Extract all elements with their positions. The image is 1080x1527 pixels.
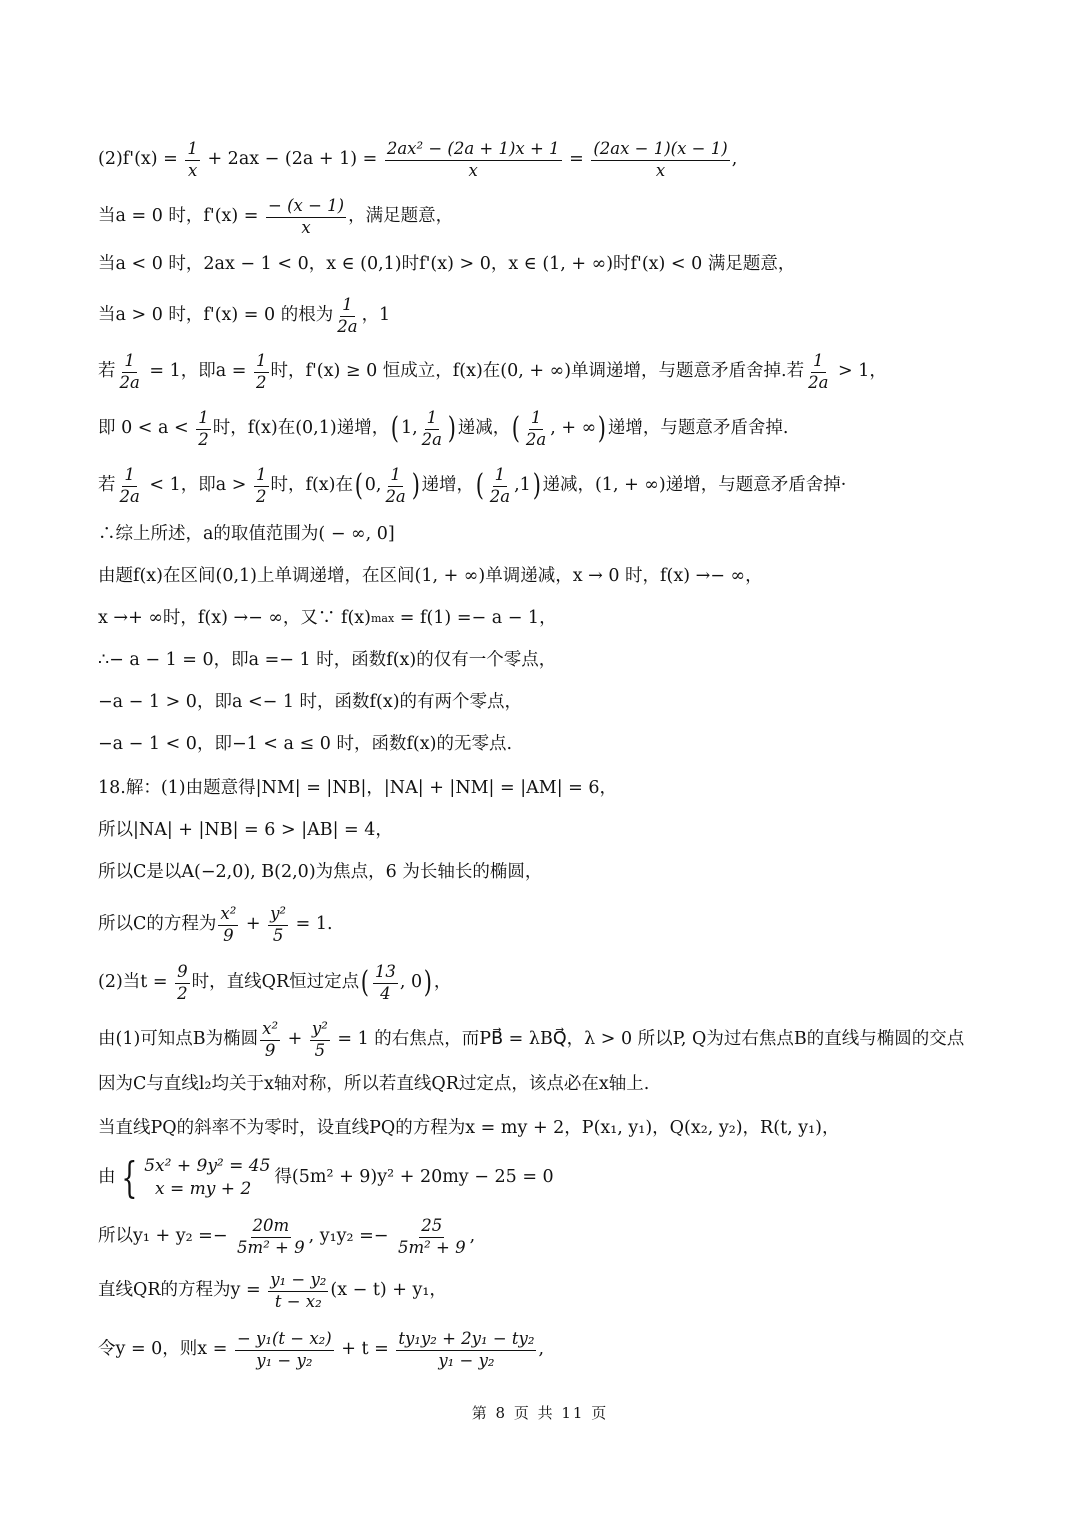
big-paren: ) (447, 411, 456, 446)
fraction (185, 139, 200, 182)
text-line (98, 647, 556, 675)
system-brace: { (120, 1153, 137, 1202)
numerator: 1 (185, 139, 200, 161)
numerator: x² (260, 1019, 280, 1041)
text-line (98, 350, 887, 392)
big-paren: ) (532, 468, 541, 503)
text-line (98, 1018, 965, 1060)
big-paren: ) (411, 468, 420, 503)
fraction (396, 1216, 468, 1259)
text-run: 1, (400, 418, 418, 439)
numerator: 1 (493, 465, 508, 487)
text-run: 所以y₁ + y₂ =− (98, 1226, 234, 1247)
denominator: 2a (119, 486, 140, 506)
numerator: ty₁y₂ + 2y₁ − ty₂ (396, 1329, 536, 1351)
numerator: 1 (340, 295, 355, 317)
fraction (383, 465, 407, 508)
text-run: 0, (364, 475, 382, 496)
text-run: 令y = 0，则x = (98, 1339, 233, 1360)
big-paren: ( (354, 468, 363, 503)
text-line (98, 817, 393, 845)
numerator: 1 (811, 351, 826, 373)
fraction (310, 1019, 330, 1062)
numerator: 2ax² − (2a + 1)x + 1 (385, 139, 562, 161)
text-line (98, 407, 789, 449)
denominator: 2 (256, 486, 267, 506)
denominator: t − x₂ (274, 1291, 322, 1311)
denominator: x (655, 160, 666, 180)
fraction (118, 465, 142, 508)
text-run: ， (433, 972, 452, 993)
fraction (260, 1019, 280, 1062)
denominator: 9 (223, 925, 234, 945)
text-run: = (563, 149, 590, 170)
numerator: 9 (175, 962, 190, 984)
text-run: = 1 的右焦点，而PB⃗ = λBQ⃗，λ > 0 所以P, Q为过右焦点B的直线与椭圆的交点 (331, 1029, 965, 1050)
fraction (235, 1216, 307, 1259)
denominator: x (187, 160, 198, 180)
fraction (254, 351, 269, 394)
text-run: , + ∞ (550, 418, 597, 439)
text-run: , (469, 1226, 476, 1247)
fraction (268, 1270, 328, 1313)
denominator: 2a (119, 372, 140, 392)
numerator: 20m (251, 1216, 292, 1238)
text-run: ，满足题意， (348, 206, 454, 227)
equation-system (144, 1155, 270, 1201)
text-run: 由题f(x)在区间(0,1)上单调递增，在区间(1, + ∞)单调递减，x → 0 时，f(x) →− ∞， (98, 566, 763, 587)
text-run: + (240, 914, 267, 935)
system-equation: x = my + 2 (144, 1179, 252, 1199)
text-run: = 1，即a = (143, 361, 252, 382)
numerator: y² (268, 904, 288, 926)
fraction (268, 904, 288, 947)
text-run: 所以C是以A(−2,0), B(2,0)为焦点，6 为长轴长的椭圆， (98, 862, 543, 883)
denominator: 2a (337, 316, 358, 336)
text-run: 所以C的方程为 (98, 914, 217, 935)
denominator: 5m² + 9 (237, 1237, 305, 1257)
text-line: x →+ ∞时，f(x) →− ∞，又∵ f(x) max = f(1) =− a − 1， (98, 608, 557, 629)
fraction (373, 962, 398, 1005)
text-run: ,1 (514, 475, 531, 496)
text-run: + 2ax − (2a + 1) = (201, 149, 383, 170)
text-line (98, 903, 333, 945)
denominator: 9 (264, 1040, 276, 1060)
text-run: −a − 1 > 0，即a <− 1 时，函数f(x)的有两个零点， (98, 692, 523, 713)
denominator: 2 (177, 983, 188, 1003)
text-line (98, 1153, 554, 1202)
text-line (98, 464, 847, 506)
text-run: 递增， (421, 475, 474, 496)
text-run: 递减， (457, 418, 511, 439)
text-run: > 1， (832, 361, 887, 382)
text-line (98, 1071, 649, 1099)
numerator: − (x − 1) (266, 196, 346, 218)
text-run: 当a > 0 时，f'(x) = 0 的根为 (98, 305, 334, 326)
numerator: − y₁(t − x₂) (235, 1329, 334, 1351)
fraction (524, 408, 548, 451)
fraction (118, 351, 142, 394)
text-line (98, 251, 795, 279)
text-run: ∴综上所述，a的取值范围为( − ∞, 0] (98, 524, 395, 545)
numerator: 13 (373, 962, 398, 984)
text-run: 18.解：(1)由题意得|NM| = |NB|，|NA| + |NM| = |AM| = 6， (98, 778, 618, 799)
denominator: 2a (421, 429, 442, 449)
fraction (806, 351, 830, 394)
text-run: 时，f(x)在(0,1)递增， (212, 418, 390, 439)
denominator: 4 (380, 983, 391, 1003)
fraction (335, 295, 359, 338)
text-run: 直线QR的方程为y = (98, 1280, 267, 1301)
numerator: 1 (122, 351, 137, 373)
denominator: 2 (256, 372, 267, 392)
text-line (98, 1328, 545, 1370)
numerator: (2ax − 1)(x − 1) (591, 139, 729, 161)
denominator: y₁ − y₂ (438, 1350, 495, 1370)
text-run: < 1，即a > (143, 475, 252, 496)
text-run: 所以|NA| + |NB| = 6 > |AB| = 4， (98, 820, 393, 841)
numerator: 1 (254, 351, 269, 373)
text-run: 因为C与直线l₂均关于x轴对称，所以若直线QR过定点，该点必在x轴上. (98, 1074, 650, 1095)
fraction (218, 904, 238, 947)
text-line (98, 1115, 839, 1143)
text-line (98, 1215, 476, 1257)
text-run: 当直线PQ的斜率不为零时，设直线PQ的方程为x = my + 2，P(x₁, y₁)，Q(x₂, y₂)，R(t, y₁)， (98, 1118, 840, 1139)
text-run: = f(1) =− a − 1， (394, 608, 557, 629)
numerator: 1 (122, 465, 137, 487)
denominator: x (301, 217, 311, 237)
denominator: x (468, 160, 478, 180)
text-run: 时，f'(x) ≥ 0 恒成立，f(x)在(0, + ∞)单调递增，与题意矛盾舍掉.若 (270, 361, 805, 382)
fraction (396, 1329, 536, 1372)
text-line (98, 521, 395, 549)
text-run: + (282, 1029, 308, 1050)
text-run: = 1. (290, 914, 333, 935)
text-run: (x − t) + y₁， (330, 1280, 447, 1301)
denominator: 5 (314, 1040, 326, 1060)
text-run: 若 (98, 361, 116, 382)
big-paren: ( (390, 411, 400, 446)
denominator: 2a (489, 486, 511, 506)
denominator: 5m² + 9 (398, 1237, 466, 1257)
denominator: 5 (272, 925, 284, 945)
text-run: 若 (98, 475, 116, 496)
text-run: 递减，(1, + ∞)递增，与题意矛盾舍掉· (542, 475, 847, 496)
denominator: y₁ − y₂ (256, 1350, 313, 1370)
fraction (254, 465, 269, 508)
numerator: 1 (254, 465, 269, 487)
page-footer: 第 8 页 共 11 页 (471, 1404, 609, 1422)
text-line (98, 195, 454, 237)
system-equation: 5x² + 9y² = 45 (144, 1156, 271, 1177)
numerator: 1 (196, 408, 211, 430)
text-run: 即 0 < a < (98, 418, 195, 439)
text-run: 由 (98, 1167, 116, 1188)
big-paren: ( (511, 411, 521, 446)
big-paren: ) (423, 965, 433, 1000)
numerator: 1 (388, 465, 403, 487)
numerator: y² (310, 1019, 330, 1041)
fraction (196, 408, 211, 451)
text-run: 得(5m² + 9)y² + 20my − 25 = 0 (274, 1167, 554, 1188)
text-run: , (731, 149, 738, 170)
text-line (98, 294, 391, 336)
text-line (98, 961, 452, 1003)
text-run: + t = (335, 1339, 395, 1360)
fraction (488, 465, 512, 508)
text-run: 时，f(x)在 (270, 475, 354, 496)
text-run: ，1 (361, 305, 391, 326)
text-line (98, 775, 617, 803)
numerator: 1 (425, 408, 440, 430)
text-run: x →+ ∞时，f(x) →− ∞，又∵ f(x) (98, 608, 371, 629)
text-run: (2)f'(x) = (98, 149, 184, 170)
text-line (98, 138, 738, 180)
text-line (98, 563, 763, 591)
text-run: , 0 (399, 972, 423, 993)
numerator: 25 (419, 1216, 444, 1238)
text-run: , (538, 1339, 545, 1360)
numerator: y₁ − y₂ (268, 1270, 328, 1292)
big-paren: ( (360, 965, 370, 1000)
fraction (266, 196, 346, 239)
text-run: 时，直线QR恒过定点 (191, 972, 360, 993)
denominator: 2 (198, 429, 209, 449)
big-paren: ( (475, 468, 484, 503)
big-paren: ) (597, 411, 607, 446)
text-run: −a − 1 < 0，即−1 < a ≤ 0 时，函数f(x)的无零点. (98, 734, 513, 755)
text-line (98, 689, 522, 717)
denominator: 2a (385, 486, 406, 506)
text-line (98, 859, 542, 887)
fraction (175, 962, 190, 1005)
text-run: 递增，与题意矛盾舍掉. (607, 418, 789, 439)
numerator: x² (218, 904, 238, 926)
text-run: ∴− a − 1 = 0，即a =− 1 时，函数f(x)的仅有一个零点， (98, 650, 557, 671)
text-run: , y₁y₂ =− (308, 1226, 395, 1247)
text-run: 由(1)可知点B为椭圆 (98, 1029, 259, 1050)
denominator: 2a (525, 429, 547, 449)
fraction (235, 1329, 334, 1372)
text-line (98, 731, 512, 759)
denominator: 2a (808, 372, 829, 392)
fraction (385, 139, 562, 182)
text-run: 当a = 0 时，f'(x) = (98, 206, 265, 227)
fraction (591, 139, 729, 182)
text-run: (2)当t = (98, 972, 174, 993)
text-line (98, 1269, 447, 1311)
fraction (420, 408, 444, 451)
numerator: 1 (529, 408, 544, 430)
text-run: 当a < 0 时，2ax − 1 < 0，x ∈ (0,1)时f'(x) > 0，x ∈ (1, + ∞)时f'(x) < 0 满足题意， (98, 254, 796, 275)
